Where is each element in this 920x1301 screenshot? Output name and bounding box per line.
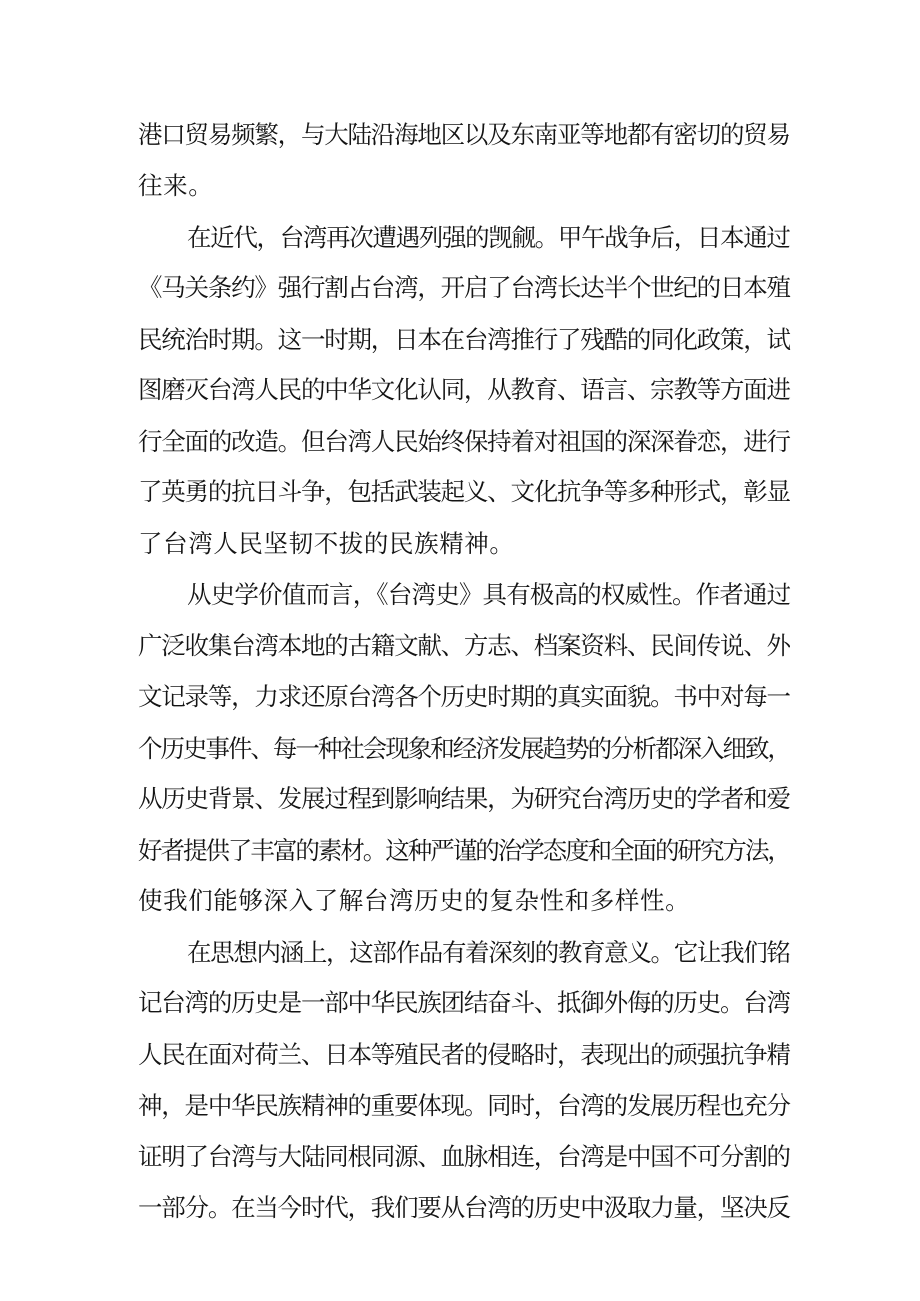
text-line: 使我们能够深入了解台湾历史的复杂性和多样性。 — [138, 886, 691, 915]
text-line: 个历史事件、每一种社会现象和经济发展趋势的分析都深入细致， — [138, 734, 790, 763]
text-line: 在思想内涵上，这部作品有着深刻的教育意义。它让我们铭 — [187, 938, 790, 967]
text-line: 证明了台湾与大陆同根同源、血脉相连，台湾是中国不可分割的 — [138, 1142, 790, 1171]
text-line: 在近代，台湾再次遭遇列强的觊觎。甲午战争后，日本通过 — [187, 223, 790, 252]
text-line: 从史学价值而言，《台湾史》具有极高的权威性。作者通过 — [187, 580, 791, 609]
text-line: 了台湾人民坚韧不拔的民族精神。 — [138, 529, 515, 558]
text-line: 从历史背景、发展过程到影响结果，为研究台湾历史的学者和爱 — [138, 784, 790, 813]
text-line: 文记录等，力求还原台湾各个历史时期的真实面貌。书中对每一 — [138, 682, 790, 711]
text-line: 好者提供了丰富的素材。这种严谨的治学态度和全面的研究方法， — [138, 836, 790, 865]
text-line: 民统治时期。这一时期，日本在台湾推行了残酷的同化政策，试 — [138, 325, 790, 354]
text-line: 广泛收集台湾本地的古籍文献、方志、档案资料、民间传说、外 — [138, 631, 790, 660]
text-line: 港口贸易频繁，与大陆沿海地区以及东南亚等地都有密切的贸易 — [138, 120, 790, 149]
text-line: 了英勇的抗日斗争，包括武装起义、文化抗争等多种形式，彰显 — [138, 477, 790, 506]
text-line: 《马关条约》强行割占台湾，开启了台湾长达半个世纪的日本殖 — [138, 273, 790, 302]
text-line: 一部分。在当今时代，我们要从台湾的历史中汲取力量，坚决反 — [138, 1193, 790, 1222]
text-line: 图磨灭台湾人民的中华文化认同，从教育、语言、宗教等方面进 — [138, 375, 790, 404]
text-line: 记台湾的历史是一部中华民族团结奋斗、抵御外侮的历史。台湾 — [138, 988, 790, 1017]
text-line: 行全面的改造。但台湾人民始终保持着对祖国的深深眷恋，进行 — [138, 427, 790, 456]
text-line: 人民在面对荷兰、日本等殖民者的侵略时，表现出的顽强抗争精 — [138, 1040, 790, 1069]
text-line: 神，是中华民族精神的重要体现。同时，台湾的发展历程也充分 — [138, 1091, 790, 1120]
text-line: 往来。 — [138, 171, 214, 200]
